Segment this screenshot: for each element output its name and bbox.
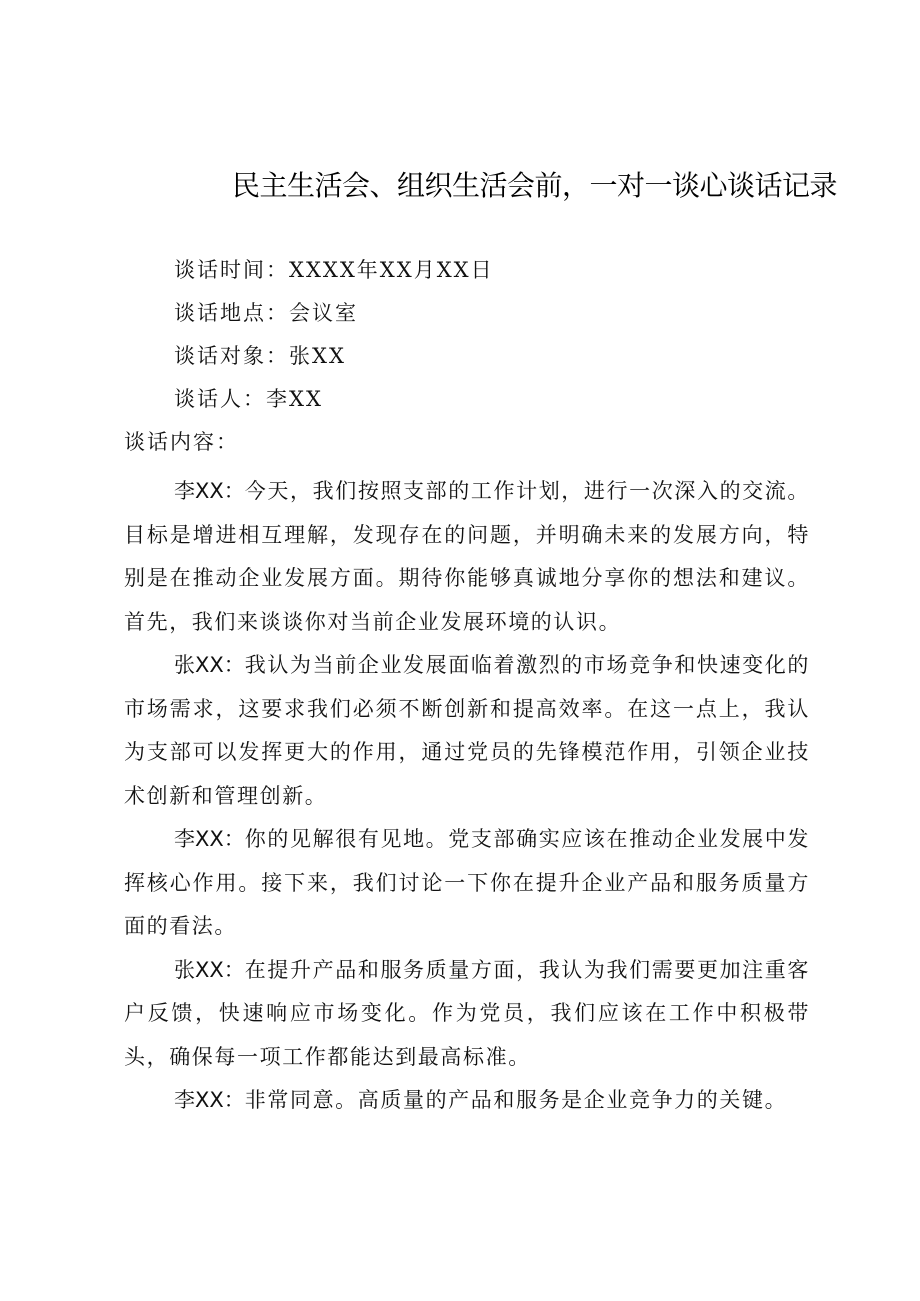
dialogue-paragraph [124, 818, 810, 949]
dialogue-text: 在提升产品和服务质量方面，我认为我们需要更加注重客户反馈，快速响应市场变化。作为党员，我们应该在工作中积极带头，确保每一项工作都能达到最高标准。 [124, 957, 810, 1069]
dialogue-paragraph [124, 949, 810, 1080]
dialogue-paragraph [124, 644, 810, 818]
speaker-label: 李XX： [174, 827, 245, 851]
content-label: 谈话内容： [124, 430, 239, 454]
speaker-label: 李XX： [174, 479, 245, 503]
speaker-label: 张XX： [174, 957, 245, 982]
dialogue-text: 非常同意。高质量的产品和服务是企业竞争力的关键。 [244, 1088, 788, 1112]
meta-time: 谈话时间：XXXX年XX月XX日 [174, 258, 494, 282]
dialogue-text: 你的见解很有见地。党支部确实应该在推动企业发展中发挥核心作用。接下来，我们讨论一下你在提升企业产品和服务质量方面的看法。 [124, 827, 810, 938]
dialogue-body [124, 470, 810, 1123]
dialogue-text: 今天，我们按照支部的工作计划，进行一次深入的交流。目标是增进相互理解，发现存在的问题，并明确未来的发展方向，特别是在推动企业发展方面。期待你能够真诚地分享你的想法和建议。首先，我们来谈谈你对当前企业发展环境的认识。 [124, 479, 810, 634]
dialogue-text: 我认为当前企业发展面临着激烈的市场竞争和快速变化的市场需求，这要求我们必须不断创新和提高效率。在这一点上，我认为支部可以发挥更大的作用，通过党员的先锋模范作用，引领企业技术创新和管理创新。 [124, 653, 810, 808]
speaker-label: 张XX： [174, 653, 245, 677]
dialogue-paragraph [124, 470, 810, 644]
document-title: 民主生活会、组织生活会前，一对一谈心谈话记录 [232, 169, 838, 202]
meta-subject: 谈话对象：张XX [174, 344, 346, 368]
dialogue-paragraph [124, 1079, 810, 1123]
meta-place: 谈话地点：会议室 [174, 301, 358, 325]
speaker-label: 李XX： [174, 1088, 245, 1112]
meta-interviewer: 谈话人：李XX [174, 387, 323, 411]
